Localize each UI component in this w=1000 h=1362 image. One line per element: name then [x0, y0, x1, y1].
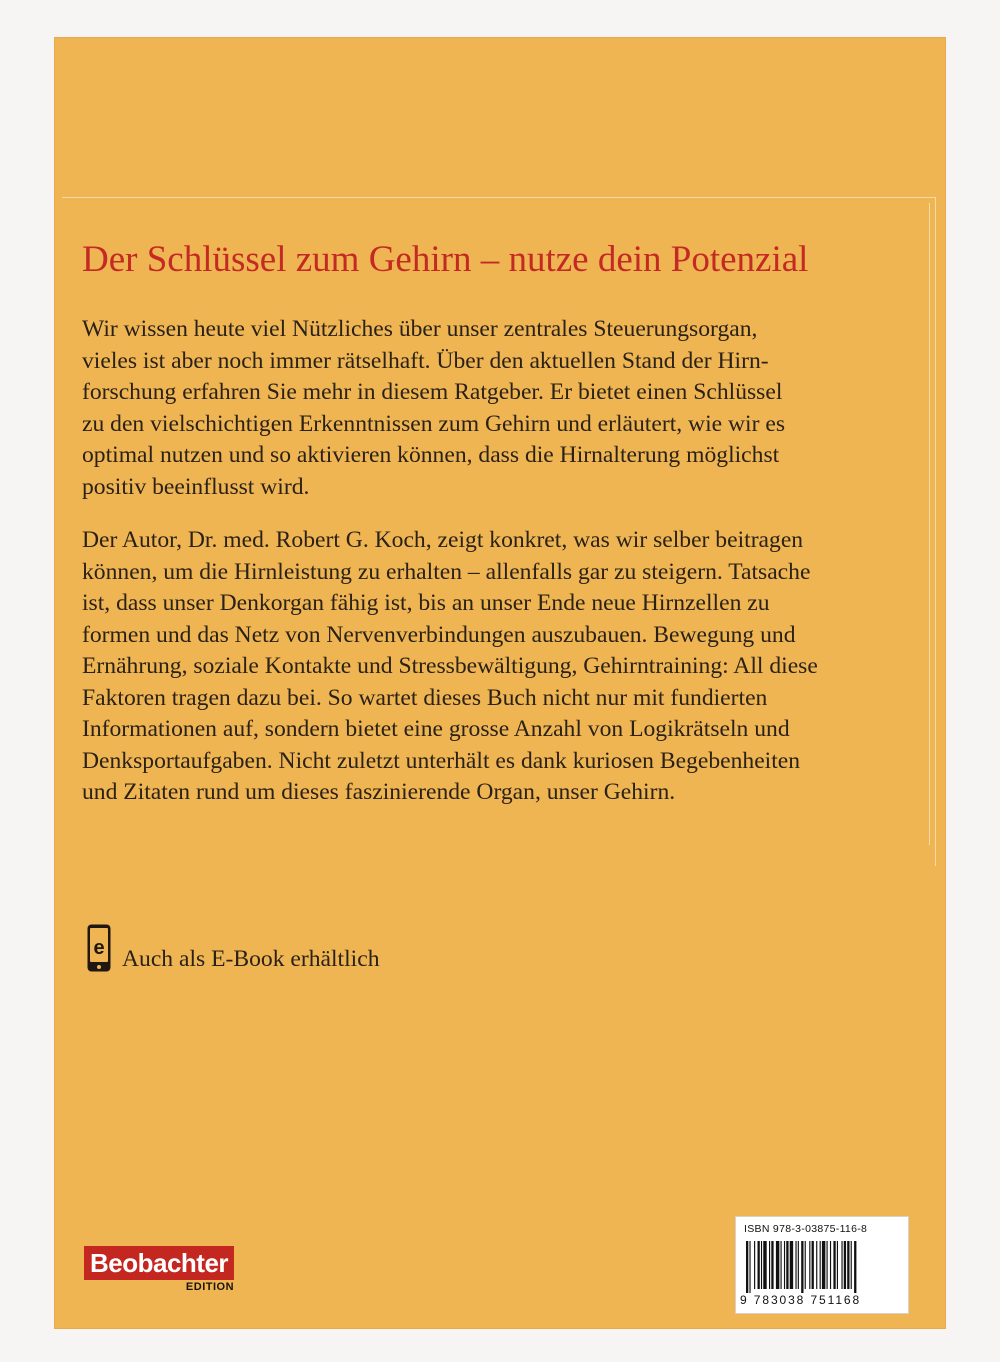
barcode-bar	[812, 1241, 814, 1289]
barcode-bar	[746, 1241, 748, 1293]
barcode-bar	[844, 1241, 846, 1289]
barcode-bar	[851, 1241, 852, 1289]
barcode-bar	[776, 1241, 779, 1289]
text-line: ist, dass unser Denkorgan fähig ist, bis an unser Ende neue Hirnzellen zu	[82, 590, 770, 616]
barcode-bar	[786, 1241, 788, 1289]
text-line: können, um die Hirnleistung zu erhalten – allenfalls gar zu steigern. Tatsache	[82, 558, 811, 585]
publisher-logo	[84, 1246, 234, 1293]
text-line: Wir wissen heute viel Nützliches über unser zentrales Steuerungsorgan,	[82, 316, 758, 342]
text-line: zu den vielschichtigen Erkenntnissen zum Gehirn und erläutert, wie wir es	[82, 410, 786, 437]
barcode-bar	[758, 1241, 760, 1289]
barcode-bar	[795, 1241, 796, 1289]
publisher-sub: EDITION	[185, 1281, 235, 1293]
barcode-bar	[781, 1241, 782, 1289]
barcode-bar	[761, 1241, 762, 1289]
barcode-bar	[771, 1241, 773, 1289]
barcode-icon	[746, 1241, 898, 1293]
barcode-bar	[820, 1241, 821, 1289]
barcode-bar	[833, 1241, 835, 1289]
barcode-bar	[809, 1241, 810, 1289]
barcode-bar	[754, 1241, 755, 1289]
publisher-name: Beobachter	[84, 1246, 234, 1280]
barcode-bar	[749, 1241, 750, 1293]
text-line: Denksportaufgaben. Nicht zuletzt unterhält es dank kuriosen Begebenheiten	[82, 747, 801, 774]
ebook-device-icon	[86, 923, 112, 973]
text-line: formen und das Netz von Nervenverbindungen auszubauen. Bewegung und	[82, 621, 796, 648]
barcode-bar	[854, 1241, 856, 1293]
barcode-bar	[763, 1241, 766, 1289]
text-line: Faktoren tragen dazu bei. So wartet dieses Buch nicht nur mit fundierten	[82, 684, 768, 711]
barcode-bar	[801, 1241, 803, 1293]
barcode-bar	[784, 1241, 785, 1289]
ebook-icon-letter: e	[93, 937, 105, 959]
ebook-notice	[86, 920, 380, 976]
barcode-bar	[841, 1241, 842, 1289]
headline: Der Schlüssel zum Gehirn – nutze dein Potenzial	[82, 239, 809, 280]
text-line: vieles ist aber noch immer rätselhaft. Über den aktuellen Stand der Hirn-	[82, 347, 769, 374]
text-line: forschung erfahren Sie mehr in diesem Ratgeber. Er bietet einen Schlüssel	[82, 379, 783, 405]
text-line: positiv beeinflusst wird.	[82, 473, 310, 500]
text-line: und Zitaten rund um dieses faszinierende Organ, unser Gehirn.	[82, 779, 676, 805]
barcode-bar	[769, 1241, 770, 1289]
ebook-text: Auch als E-Book erhältlich	[122, 945, 380, 972]
barcode-bar	[847, 1241, 849, 1289]
barcode-bar	[816, 1241, 817, 1289]
barcode-bar	[830, 1241, 831, 1289]
barcode-bar	[790, 1241, 793, 1289]
barcode-digits: 9 783038 751168	[740, 1293, 862, 1307]
blurb-paragraph-2	[82, 525, 917, 809]
text-line: Der Autor, Dr. med. Robert G. Koch, zeigt konkret, was wir selber beitragen	[82, 527, 804, 553]
barcode-label	[735, 1216, 909, 1314]
text-line: Informationen auf, sondern bietet eine grosse Anzahl von Logikrätseln und	[82, 716, 790, 742]
barcode-bar	[822, 1241, 825, 1289]
text-line: optimal nutzen und so aktivieren können, dass die Hirnalterung möglichst	[82, 442, 780, 468]
barcode-bar	[827, 1241, 828, 1289]
text-line: Ernährung, soziale Kontakte und Stressbewältigung, Gehirntraining: All diese	[82, 653, 818, 679]
barcode-bar	[805, 1241, 806, 1289]
isbn-text: ISBN 978-3-03875-116-8	[744, 1223, 868, 1235]
barcode-bar	[837, 1241, 838, 1289]
barcode-bar	[798, 1241, 799, 1289]
blurb-paragraph-1	[82, 314, 917, 503]
